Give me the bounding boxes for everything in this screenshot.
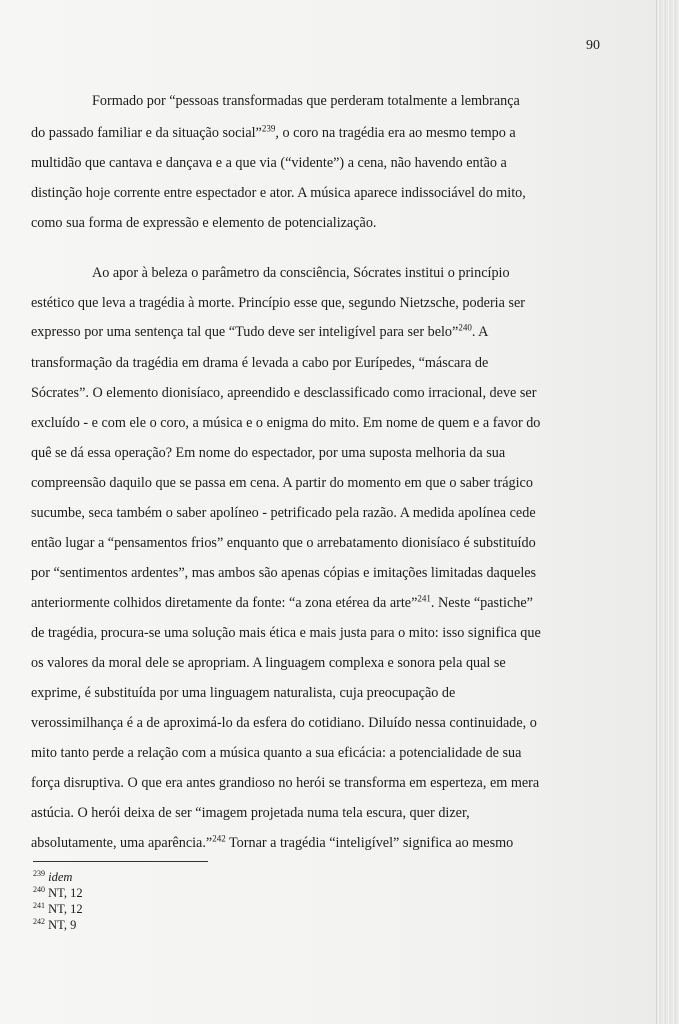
text-line: Sócrates”. O elemento dionisíaco, apreendido e desclassificado como irracional, deve ser — [31, 385, 537, 401]
footnote: $^{241}$ NT, 12 — [33, 900, 83, 916]
footnote-separator — [33, 861, 208, 862]
footnote-ref: 239 — [261, 123, 276, 134]
text-line: excluído - e com ele o coro, a música e o enigma do mito. Em nome de quem e a favor do — [31, 415, 541, 431]
text-line: mito tanto perde a relação com a música quanto a sua eficácia: a potencialidade de sua — [31, 745, 522, 761]
footnote-ref: 241 — [417, 593, 431, 604]
text-line: quê se dá essa operação? Em nome do espectador, por uma suposta melhoria da sua — [31, 445, 506, 461]
text-line: multidão que cantava e dançava e a que via (“vidente”) a cena, não havendo então a — [31, 155, 507, 171]
text-line: de tragédia, procura-se uma solução mais ética e mais justa para o mito: isso significa que — [31, 625, 541, 641]
text-line: compreensão daquilo que se passa em cena. A partir do momento em que o saber trágico — [31, 475, 533, 491]
text-line: do passado familiar e da situação social”$^{239}$, o coro na tragédia era ao mesmo tempo a — [31, 123, 516, 141]
text-line: estético que leva a tragédia à morte. Princípio esse que, segundo Nietzsche, poderia ser — [31, 295, 526, 311]
page-stack-edge — [656, 0, 679, 1024]
text-line: transformação da tragédia em drama é levada a cabo por Eurípedes, “máscara de — [31, 355, 489, 371]
text-line: verossimilhança é a de aproximá-lo da esfera do cotidiano. Diluído nessa continuidade, o — [31, 715, 537, 731]
text-line: expresso por uma sentença tal que “Tudo deve ser inteligível para ser belo”$^{240}$. A — [31, 322, 489, 340]
footnote: $^{239}$ idem — [33, 868, 73, 884]
text-line: os valores da moral dele se apropriam. A linguagem complexa e sonora pela qual se — [31, 655, 506, 671]
text-line: como sua forma de expressão e elemento de potencialização. — [31, 215, 377, 231]
text-line: sucumbe, seca também o saber apolíneo - petrificado pela razão. A medida apolínea cede — [31, 505, 536, 521]
text-line: distinção hoje corrente entre espectador e ator. A música aparece indissociável do mito, — [31, 185, 526, 201]
footnote: $^{242}$ NT, 9 — [33, 916, 77, 932]
text-line: Ao apor à beleza o parâmetro da consciência, Sócrates institui o princípio — [92, 265, 510, 281]
text-line: exprime, é substituída por uma linguagem naturalista, cuja preocupação de — [31, 685, 456, 701]
text-line: absolutamente, uma aparência.”$^{242}$ Tornar a tragédia “inteligível” significa ao mesmo — [31, 833, 514, 851]
footnote: $^{240}$ NT, 12 — [33, 884, 83, 900]
text-line: força disruptiva. O que era antes grandioso no herói se transforma em esperteza, em mera — [31, 775, 540, 791]
text-line: Formado por “pessoas transformadas que perderam totalmente a lembrança — [92, 93, 520, 109]
text-line: anteriormente colhidos diretamente da fonte: “a zona etérea da arte”$^{241}$. Neste “pastiche” — [31, 593, 533, 611]
footnote-ref: 240 — [458, 322, 472, 333]
footnote-ref: 242 — [212, 833, 226, 844]
text-line: astúcia. O herói deixa de ser “imagem projetada numa tela escura, quer dizer, — [31, 805, 470, 821]
page-number: 90 — [586, 38, 600, 53]
text-line: então lugar a “pensamentos frios” enquanto que o arrebatamento dionisíaco é substituído — [31, 535, 536, 551]
text-line: por “sentimentos ardentes”, mas ambos são apenas cópias e imitações limitadas daqueles — [31, 565, 537, 581]
